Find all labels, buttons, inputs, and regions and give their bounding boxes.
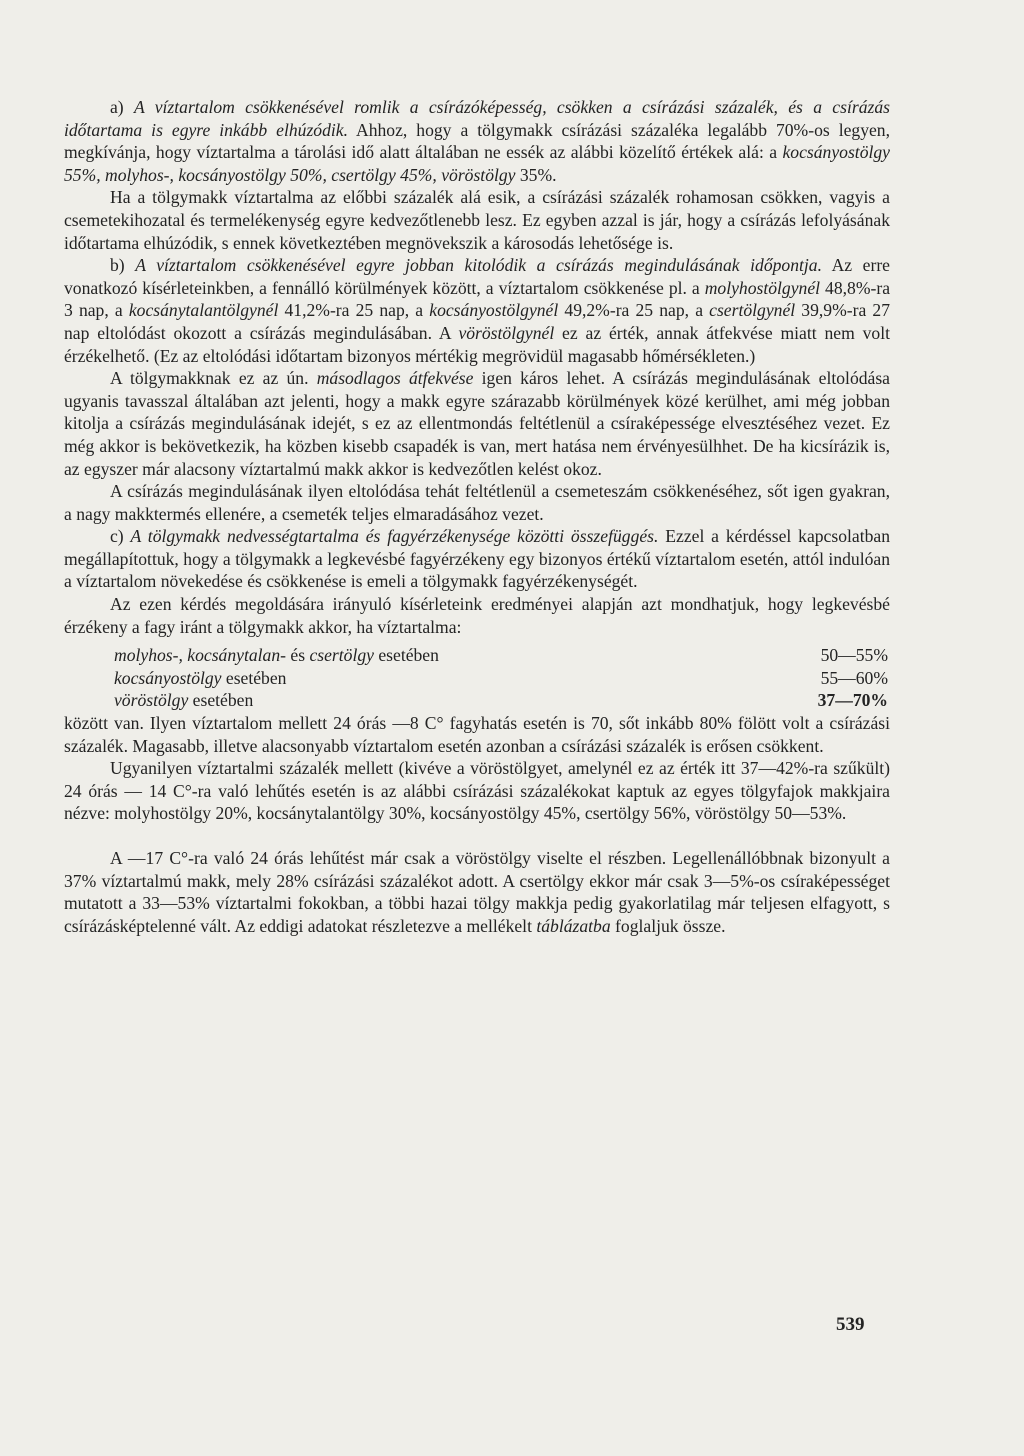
text-run: és [286, 645, 310, 666]
paragraph [64, 712, 890, 757]
text-run: foglaljuk össze. [610, 915, 726, 936]
italic-run: másodlagos átfekvése [316, 368, 474, 389]
text-run: Ha a tölgymakk víztartalma az előbbi százalék alá esik, a csírázási százalék rohamosan csökken, vagyis a csemetekihozatal és termelékenység egyre kedvezőtlenebb lesz. Ez egyben azzal is jár, hogy a csírázás lefolyásának időtartama elhúzódik, s ennek következtében megnövekszik a károsodás lehetősége is. [64, 187, 890, 253]
italic-run: táblázatba [536, 915, 611, 936]
page-number: 539 [836, 1314, 865, 1335]
table-row [114, 644, 888, 667]
text-run: esetében [373, 645, 439, 666]
text-run: Ahhoz, hogy a tölgymakk csírázási százaléka legalább 70%-os legyen, megkívánja, hogy víztartalma a tárolási idő alatt általában ne essék az alábbi közelítő értékek alá: a [64, 119, 890, 163]
row-label [114, 644, 439, 667]
text-run: A csírázás megindulásának ilyen eltolódása tehát feltétlenül a csemeteszám csökkenéséhez, sőt igen gyakran, a nagy makktermés ellenére, a csemeték teljes elmaradásához vezet. [64, 481, 890, 524]
text-run: között van. Ilyen víztartalom mellett 24 órás —8 C° fagyhatás esetén is 70, sőt inkább 80% fölött volt a csírázási százalék. Magasabb, illetve alacsonyabb víztartalom esetén azonban a csírázási százalék is erősen csökkent. [64, 713, 890, 756]
paragraph [64, 254, 890, 367]
paragraph [64, 525, 890, 593]
text-run: A tölgymakknak ez az ún. [110, 368, 317, 389]
paragraph [64, 593, 890, 638]
text-run: 41,2%-ra 25 nap, a [278, 300, 430, 321]
italic-run: molyhostölgynél [704, 277, 821, 298]
text-run: 35%. [515, 164, 557, 185]
row-label [114, 689, 253, 712]
text-run: a) [110, 97, 134, 117]
paragraph [64, 186, 890, 254]
paragraphs-block [64, 96, 890, 638]
text-run: Ezzel a kérdéssel kapcsolatban megállapítottuk, hogy a tölgymakk a legkevésbé fagyérzékeny egy bizonyos értékű víztartalom esetén, attól indulóan a víztartalom növekedése és csökkenése is emeli a tölgymakk fagyérzékenységét. [64, 526, 890, 592]
text-run: esetében [188, 690, 254, 711]
text-run: esetében [221, 667, 287, 688]
italic-run: vöröstölgy [114, 690, 189, 711]
paragraph [64, 757, 890, 825]
italic-run: kocsánytalantölgynél [128, 300, 279, 321]
row-label [114, 667, 286, 690]
row-value: 37—70% [817, 690, 888, 711]
text-run: c) [110, 526, 131, 547]
paragraph [64, 96, 890, 186]
italic-run: csertölgynél [709, 300, 796, 321]
text-run: 39,9%-ra 27 nap eltolódást okozott a csírázás megindulásában. A [64, 300, 890, 343]
paragraph [64, 367, 890, 480]
row-value: 55—60% [820, 667, 888, 688]
text-run: Az erre vonatkozó kísérleteinkben, a fennálló körülmények között, a víztartalom csökkenése pl. a [64, 255, 890, 298]
text-run: b) [110, 255, 136, 276]
italic-run: csertölgy [309, 645, 374, 666]
paragraph [64, 480, 890, 525]
table-row [114, 667, 888, 690]
row-value: 50—55% [820, 645, 888, 666]
text-column [64, 96, 890, 937]
italic-run: kocsányostölgy [114, 667, 222, 688]
paragraphs-after-table [64, 712, 890, 937]
text-run: A —17 C°-ra való 24 órás lehűtést már csak a vöröstölgy viselte el részben. Legellenállóbbnak bizonyult a 37% víztartalmú makk, mely 28% csírázási százalékot adott. A csertölgy ekkor már csak 3—5%-os csíraképességet mutatott a 33—53% víztartalmi fokokban, a többi hazai tölgy makkja pedig gyakorlatilag már teljesen elfagyott, s csírázásképtelenné vált. Az eddigi adatokat részletezve a mellékelt [64, 848, 890, 936]
italic-run: kocsányostölgy 55%, molyhos-, kocsányostölgy 50%, csertölgy 45%, vöröstölgy [64, 142, 890, 185]
italic-run: vöröstölgynél [458, 322, 555, 343]
italic-run: A víztartalom csökkenésével egyre jobban kitolódik a csírázás megindulásának időpontja. [135, 255, 822, 276]
text-run: 49,2%-ra 25 nap, a [558, 300, 710, 321]
text-run: ez az érték, annak átfekvése miatt nem volt érzékelhető. (Ez az eltolódási időtartam bizonyos mértékig megrövidül magasabb hőmérsékleten.) [64, 322, 890, 366]
text-run: igen káros lehet. A csírázás megindulásának eltolódása ugyanis tavasszal általában azt jelenti, hogy a makk egyre szárazabb körülmények közé kerülhet, ami még jobban kitolja a csírázás megindulásának idejét, s ez az ellentmondás feltétlenül a csíraképessége elvesztéséhez vezet. Ez még akkor is bekövetkezik, ha közben kisebb csapadék is van, mert hatása nem érvényesülhhet. De ha kicsírázik is, az egyszer már alacsony víztartalmú makk akkor is kedvezőtlen kelést okoz. [64, 368, 890, 479]
moisture-table [114, 644, 888, 712]
text-run: Ugyanilyen víztartalmi százalék mellett (kivéve a vöröstölgyet, amelynél ez az érték itt 37—42%-ra szűkült) 24 órás — 14 C°-ra való lehűtés esetén is az alábbi csírázási százalékokat kaptuk az egyes tölgyfajok makkjaira nézve: molyhostölgy 20%, kocsánytalantölgy 30%, kocsányostölgy 45%, csertölgy 56%, vöröstölgy 50—53%. [64, 758, 890, 824]
text-run: Az ezen kérdés megoldására irányuló kísérleteink eredményei alapján azt mondhatjuk, hogy legkevésbé érzékeny a fagy iránt a tölgymakk akkor, ha víztartalma: [64, 594, 890, 637]
italic-run: molyhos-, kocsánytalan- [114, 645, 286, 666]
paragraph [64, 847, 890, 937]
text-run: 48,8%-ra 3 nap, a [64, 277, 890, 321]
italic-run: A víztartalom csökkenésével romlik a csírázóképesség, csökken a csírázási százalék, és a csírázás időtartama is egyre inkább elhúzódik. [64, 97, 890, 140]
italic-run: A tölgymakk nedvességtartalma és fagyérzékenysége közötti összefüggés. [130, 526, 659, 547]
table-row [114, 689, 888, 712]
italic-run: kocsányostölgynél [429, 300, 559, 321]
